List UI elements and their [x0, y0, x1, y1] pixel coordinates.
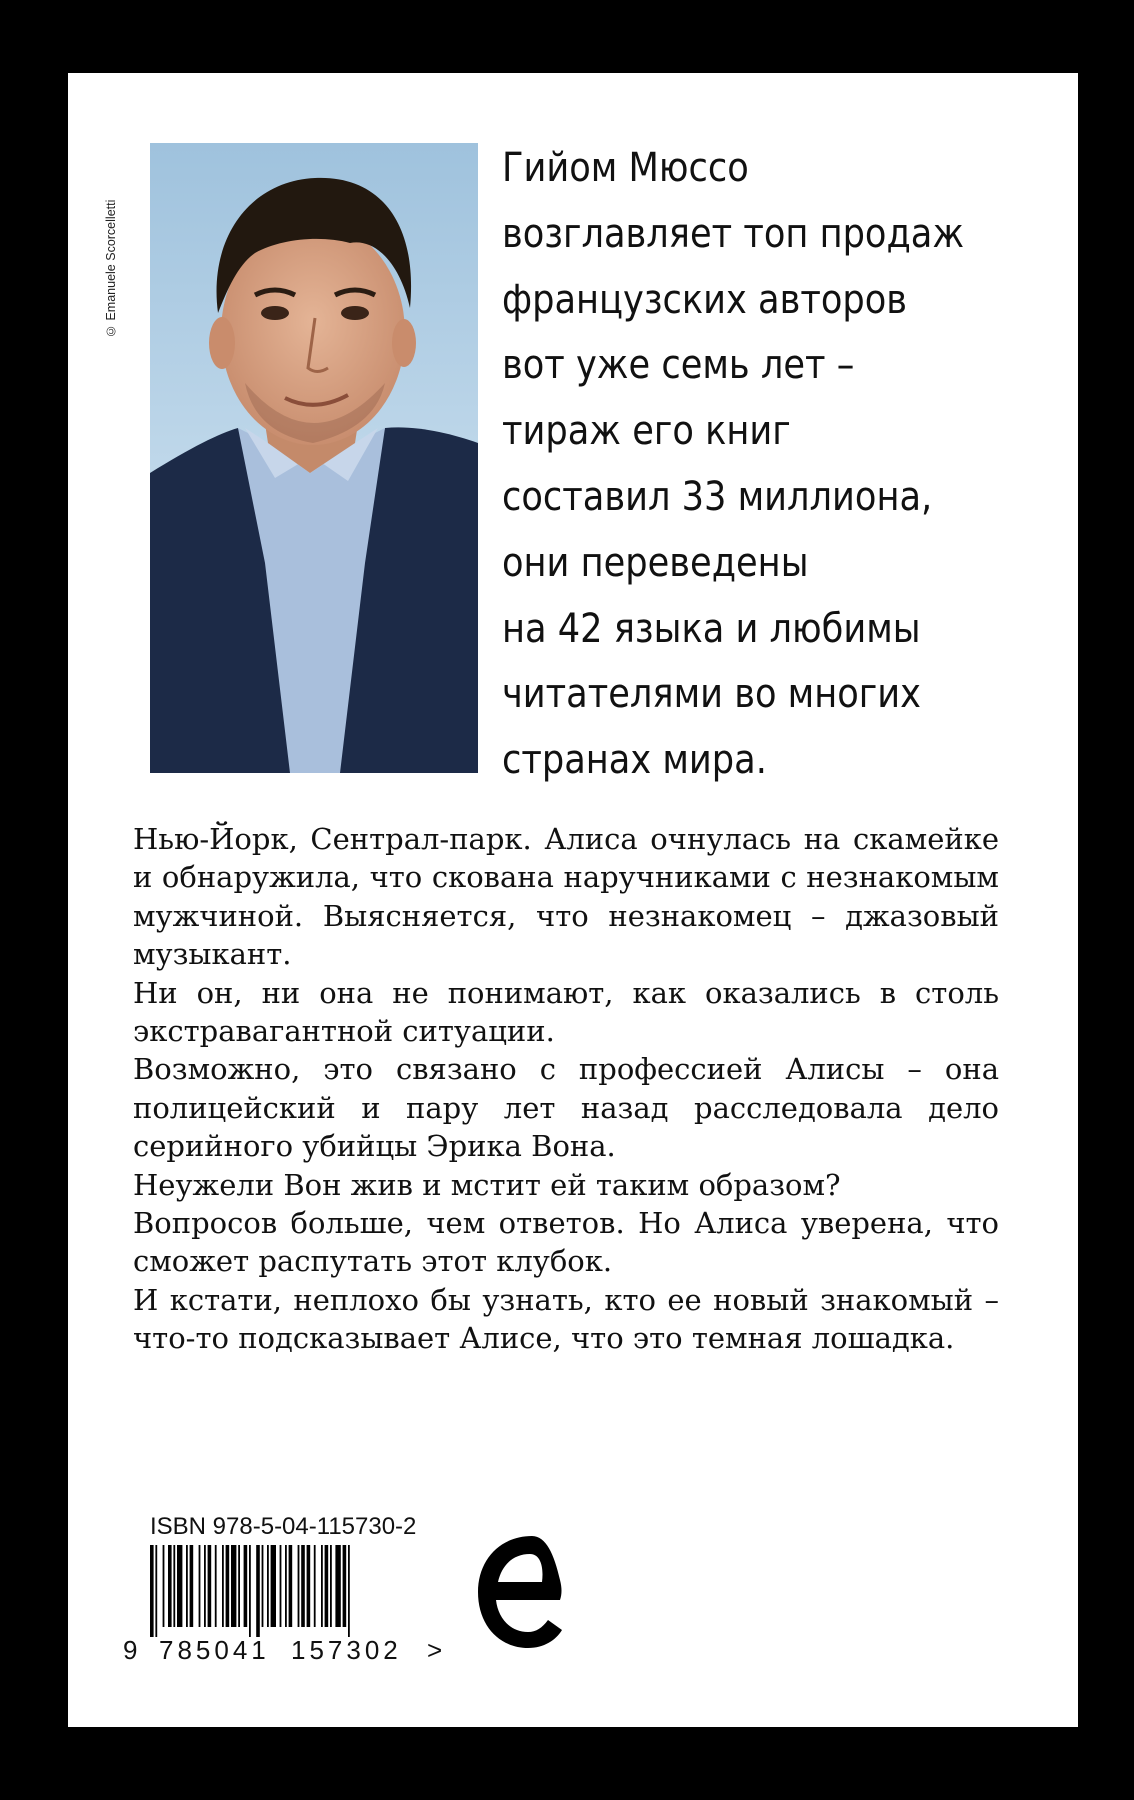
- barcode-bar: [186, 1545, 188, 1627]
- barcode-bar: [314, 1545, 316, 1627]
- synopsis-paragraph: И кстати, неплохо бы узнать, кто ее новый знакомый – что-то подсказывает Алисе, что это темная лошадка.: [133, 1282, 999, 1356]
- barcode-bar: [343, 1545, 347, 1627]
- barcode-bar: [163, 1545, 165, 1627]
- synopsis-paragraph: Нью-Йорк, Сентрал-парк. Алиса очнулась на скамейке и обнаружила, что скована наручниками с незнакомым мужчиной. Выясняется, что незнакомец – джазовый музыкант.: [133, 822, 999, 972]
- isbn-label: ISBN 978-5-04-115730-2: [150, 1513, 417, 1540]
- barcode-bar: [168, 1545, 172, 1627]
- blurb-line: французских авторов: [502, 276, 908, 323]
- barcode-right-digits: 157302: [291, 1635, 402, 1665]
- barcode-tail: >: [427, 1635, 443, 1665]
- blurb-line: возглавляет топ продаж: [502, 210, 965, 257]
- barcode-bar: [298, 1545, 300, 1627]
- barcode-bar: [215, 1545, 217, 1627]
- barcode-bar: [256, 1545, 260, 1637]
- barcode-bar: [226, 1545, 230, 1627]
- barcode-bar: [285, 1545, 287, 1627]
- blurb-line: на 42 языка и любимы: [502, 605, 921, 652]
- barcode-bar: [348, 1545, 350, 1637]
- synopsis-paragraph: Неужели Вон жив и мстит ей таким образом?: [133, 1167, 841, 1202]
- barcode-bar: [238, 1545, 240, 1627]
- barcode-bar: [301, 1545, 305, 1627]
- blurb-line: составил 33 миллиона,: [502, 473, 933, 520]
- barcode-bar: [177, 1545, 182, 1627]
- synopsis-paragraph: Ни он, ни она не понимают, как оказались в столь экстравагантной ситуации.: [133, 975, 999, 1049]
- barcode-bar: [190, 1545, 194, 1627]
- synopsis-paragraph: Вопросов больше, чем ответов. Но Алиса уверена, что сможет распутать этот клубок.: [133, 1206, 999, 1279]
- photo-credit: © Emanuele Scorcelletti: [104, 199, 118, 338]
- synopsis: [133, 820, 999, 1358]
- barcode-bar: [307, 1545, 311, 1627]
- barcode-bar: [249, 1545, 251, 1637]
- author-blurb: [502, 136, 995, 794]
- blurb-line: странах мира.: [502, 737, 767, 784]
- barcode-bar: [173, 1545, 175, 1627]
- barcode-bar: [204, 1545, 206, 1627]
- barcode-bar: [325, 1545, 329, 1627]
- barcode-bar: [330, 1545, 332, 1627]
- barcode-bar: [199, 1545, 201, 1627]
- blurb-line: они переведены: [502, 539, 809, 586]
- eksmo-logo-icon: [470, 1530, 566, 1652]
- blurb-line: читателями во многих: [502, 671, 921, 718]
- blurb-line: вот уже семь лет –: [502, 342, 855, 389]
- barcode-bar: [222, 1545, 224, 1627]
- barcode-bar: [289, 1545, 293, 1627]
- blurb-line: тираж его книг: [502, 408, 791, 455]
- barcode-bar: [335, 1545, 340, 1627]
- barcode-bar: [231, 1545, 236, 1627]
- barcode: [150, 1545, 426, 1637]
- barcode-bar: [244, 1545, 248, 1627]
- author-photo: [150, 143, 478, 773]
- barcode-bar: [267, 1545, 269, 1627]
- barcode-bar: [271, 1545, 276, 1627]
- blurb-line: Гийом Мюссо: [502, 145, 749, 191]
- barcode-bar: [208, 1545, 212, 1627]
- barcode-bar: [155, 1545, 157, 1637]
- barcode-bar: [321, 1545, 323, 1627]
- barcode-bar: [280, 1545, 282, 1627]
- barcode-bar: [262, 1545, 264, 1627]
- barcode-lead-digit: 9: [123, 1635, 138, 1665]
- synopsis-paragraph: Возможно, это связано с профессией Алисы – она полицейский и пару лет назад расследовала дело серийного убийцы Эрика Вона.: [133, 1052, 999, 1164]
- barcode-bar: [150, 1545, 154, 1637]
- barcode-left-digits: 785041: [159, 1635, 270, 1665]
